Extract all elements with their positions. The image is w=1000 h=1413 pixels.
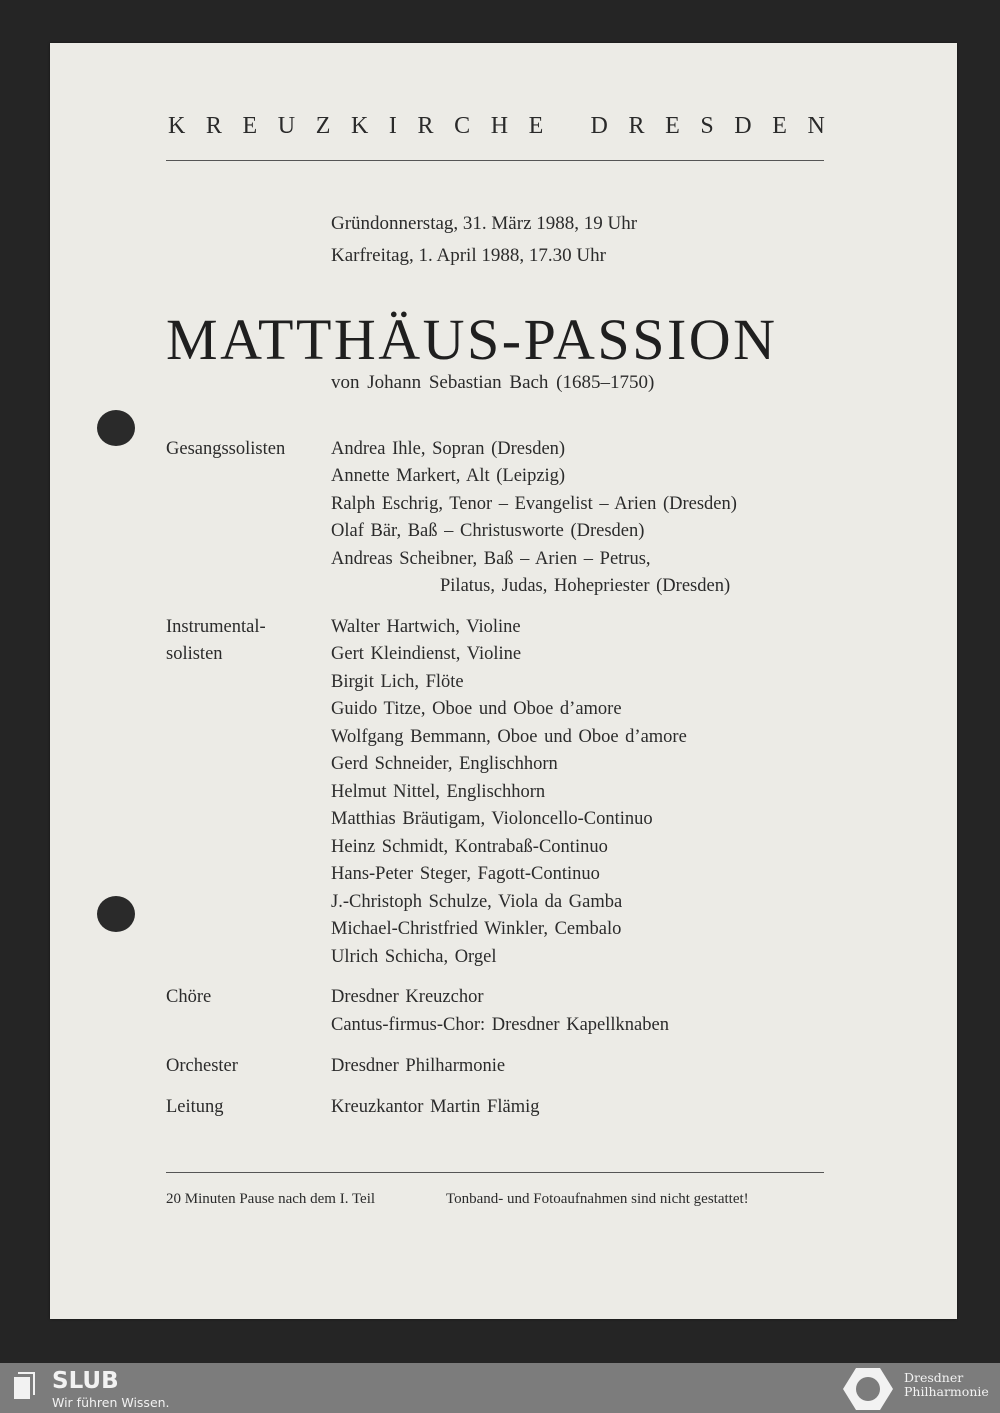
- intermission-note: 20 Minuten Pause nach dem I. Teil: [166, 1191, 376, 1207]
- section-label-instrumental-soloists: Instrumental-: [166, 617, 266, 637]
- section-label-orchestra: Orchester: [166, 1056, 238, 1076]
- section-label-vocal-soloists: Gesangssolisten: [166, 439, 286, 459]
- performer-entry: Andreas Scheibner, Baß – Arien – Petrus,: [331, 549, 651, 569]
- performer-entry: Hans-Peter Steger, Fagott-Continuo: [331, 864, 600, 884]
- philharmonie-logo-icon: [842, 1367, 894, 1411]
- performer-entry: Andrea Ihle, Sopran (Dresden): [331, 439, 566, 459]
- performer-entry: Walter Hartwich, Violine: [331, 617, 521, 637]
- performer-entry: Cantus-firmus-Chor: Dresdner Kapellknaben: [331, 1015, 669, 1035]
- venue-header: KREUZKIRCHE DRESDEN: [168, 113, 846, 139]
- punch-hole: [97, 896, 135, 932]
- performance-date-2: Karfreitag, 1. April 1988, 17.30 Uhr: [331, 245, 606, 266]
- performer-entry: Heinz Schmidt, Kontrabaß-Continuo: [331, 837, 608, 857]
- slub-logo-icon: [14, 1371, 38, 1399]
- performer-entry: Gerd Schneider, Englischhorn: [331, 754, 558, 774]
- performer-entry: Gert Kleindienst, Violine: [331, 644, 522, 664]
- punch-hole: [97, 410, 135, 446]
- performer-entry: Annette Markert, Alt (Leipzig): [331, 466, 566, 486]
- section-label-conductor: Leitung: [166, 1097, 224, 1117]
- performance-date-1: Gründonnerstag, 31. März 1988, 19 Uhr: [331, 213, 638, 234]
- performer-entry: Ulrich Schicha, Orgel: [331, 947, 497, 967]
- philharmonie-logo-text: [904, 1371, 989, 1399]
- composer-line: von Johann Sebastian Bach (1685–1750): [331, 372, 655, 393]
- performer-entry: Matthias Bräutigam, Violoncello-Continuo: [331, 809, 653, 829]
- performer-entry: Dresdner Philharmonie: [331, 1056, 506, 1076]
- header-divider: [166, 160, 824, 161]
- performer-entry-continuation: Pilatus, Judas, Hohepriester (Dresden): [440, 576, 731, 596]
- performer-entry: Olaf Bär, Baß – Christusworte (Dresden): [331, 521, 645, 541]
- performer-entry: Kreuzkantor Martin Flämig: [331, 1097, 540, 1117]
- section-label-instrumental-soloists-cont: solisten: [166, 644, 223, 664]
- recording-notice: Tonband- und Fotoaufnahmen sind nicht gestattet!: [446, 1191, 749, 1207]
- philharmonie-line-2: Philharmonie: [904, 1384, 989, 1399]
- slub-tagline: Wir führen Wissen.: [52, 1395, 170, 1410]
- slub-logo-text: SLUB: [52, 1368, 119, 1394]
- performer-entry: Wolfgang Bemmann, Oboe und Oboe d’amore: [331, 727, 687, 747]
- performer-entry: Guido Titze, Oboe und Oboe d’amore: [331, 699, 622, 719]
- performer-entry: Birgit Lich, Flöte: [331, 672, 464, 692]
- performer-entry: Michael-Christfried Winkler, Cembalo: [331, 919, 622, 939]
- section-label-choirs: Chöre: [166, 987, 212, 1007]
- performer-entry: Dresdner Kreuzchor: [331, 987, 484, 1007]
- footer-divider: [166, 1172, 824, 1173]
- work-title: MATTHÄUS-PASSION: [166, 307, 778, 372]
- performer-entry: Ralph Eschrig, Tenor – Evangelist – Arien (Dresden): [331, 494, 737, 514]
- performer-entry: J.-Christoph Schulze, Viola da Gamba: [331, 892, 623, 912]
- performer-entry: Helmut Nittel, Englischhorn: [331, 782, 546, 802]
- philharmonie-line-1: Dresdner: [904, 1370, 964, 1385]
- branding-bar: [0, 1363, 1000, 1413]
